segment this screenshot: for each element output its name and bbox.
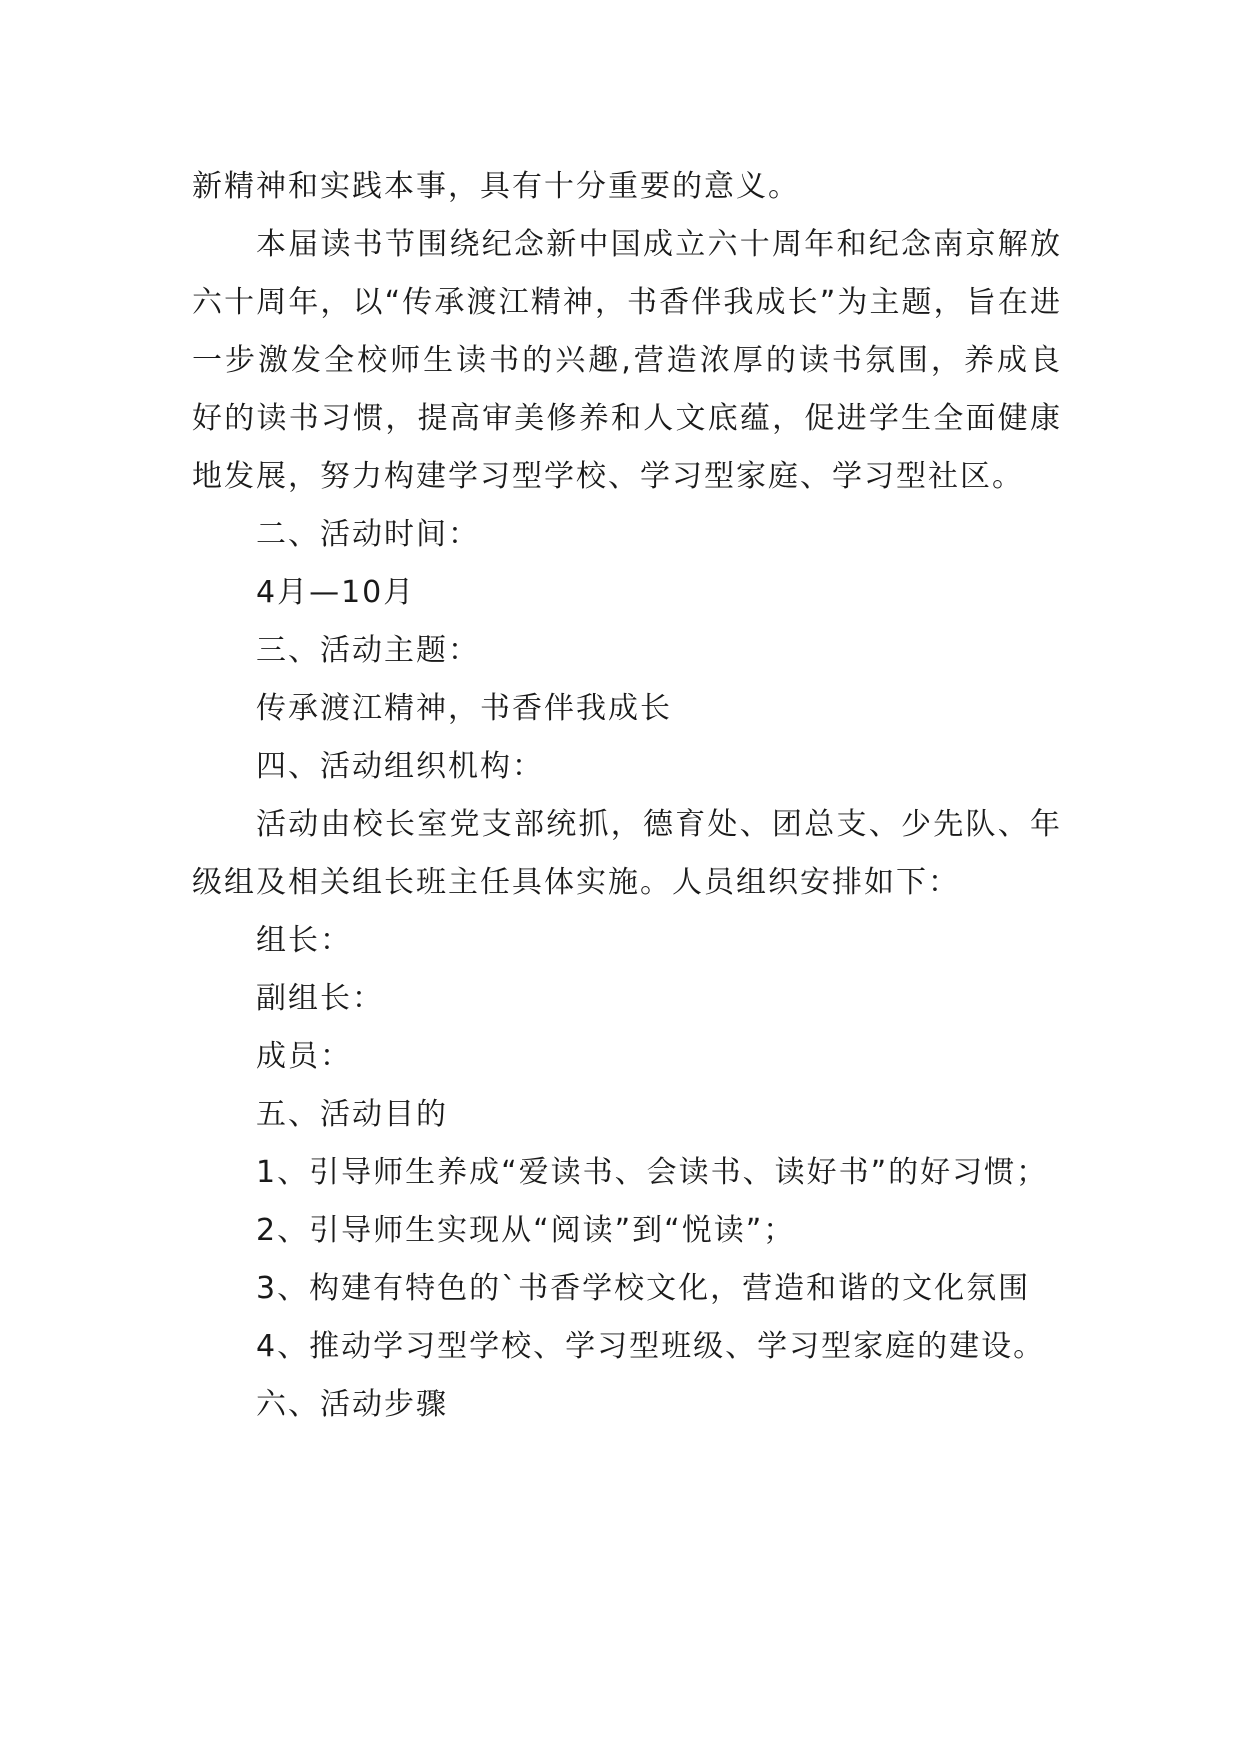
section-heading-steps: 六、活动步骤 [256, 1387, 448, 1422]
section-heading-theme: 三、活动主题： [256, 633, 480, 668]
paragraph-intro-end: 新精神和实践本事，具有十分重要的意义。 [192, 169, 800, 204]
paragraph-leader: 组长： [256, 923, 352, 958]
section-heading-time: 二、活动时间： [256, 517, 480, 552]
document-body [192, 158, 1062, 1434]
section-heading-purpose: 五、活动目的 [256, 1097, 448, 1132]
list-item-purpose-1: 1、引导师生养成“爱读书、会读书、读好书”的好习惯； [256, 1155, 1049, 1190]
list-item-purpose-4: 4、推动学习型学校、学习型班级、学习型家庭的建设。 [256, 1329, 1046, 1364]
section-heading-organization: 四、活动组织机构： [256, 749, 544, 784]
paragraph-organization: 活动由校长室党支部统抓，德育处、团总支、少先队、年级组及相关组长班主任具体实施。人员组织安排如下： [192, 807, 1062, 900]
paragraph-theme-description: 本届读书节围绕纪念新中国成立六十周年和纪念南京解放六十周年，以“传承渡江精神，书香伴我成长”为主题，旨在进一步激发全校师生读书的兴趣,营造浓厚的读书氛围，养成良好的读书习惯，提高审美修养和人文底蕴，促进学生全面健康地发展，努力构建学习型学校、学习型家庭、学习型社区。 [192, 227, 1062, 494]
paragraph-theme-value: 传承渡江精神，书香伴我成长 [256, 691, 672, 726]
paragraph-deputy-leader: 副组长： [256, 981, 384, 1016]
list-item-purpose-2: 2、引导师生实现从“阅读”到“悦读”； [256, 1213, 796, 1248]
paragraph-members: 成员： [256, 1039, 352, 1074]
list-item-purpose-3: 3、构建有特色的`书香学校文化，营造和谐的文化氛围 [256, 1271, 1031, 1306]
paragraph-time-value: 4月—10月 [256, 575, 416, 610]
